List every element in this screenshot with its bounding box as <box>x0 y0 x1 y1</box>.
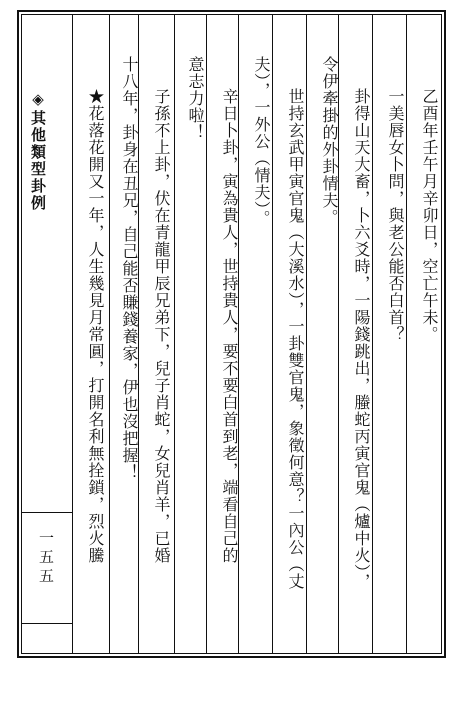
section-title: ◈其他類型卦例 <box>29 90 47 212</box>
page-number: 一五五 <box>37 530 55 587</box>
text-column-1: 乙酉年壬午月辛卯日，空亡午未。 <box>420 88 439 343</box>
margin-divider <box>72 14 73 654</box>
text-column-9: 子孫不上卦，伏在青龍甲辰兄弟下，兒子肖蛇，女兒肖羊，已婚 <box>152 88 171 564</box>
text-column-7: 辛日卜卦，寅為貴人，世持貴人，要不要白首到老，端看自己的 <box>220 88 239 564</box>
text-column-2: 一美唇女卜問，與老公能否白首？ <box>386 88 405 343</box>
text-column-3: 卦得山天大畜，卜六爻時，一陽錢跳出，螣蛇丙寅官鬼（爐中火）， <box>352 88 371 590</box>
text-column-10: 十八年，卦身在丑兄，自己能否賺錢養家，伊也沒把握！ <box>120 56 139 481</box>
text-column-4: 令伊牽掛的外卦情夫。 <box>320 56 339 226</box>
text-column-8: 意志力啦！ <box>186 56 205 141</box>
text-column-6: 夫），一外公（情夫）。 <box>252 56 271 227</box>
text-column-11: ★花落花開又一年，人生幾見月常圓，打開名利無拴鎖，烈火騰 <box>86 88 105 564</box>
text-column-5: 世持玄武甲寅官鬼（大溪水），一卦雙官鬼，象徵何意？一內公（丈 <box>286 88 305 590</box>
